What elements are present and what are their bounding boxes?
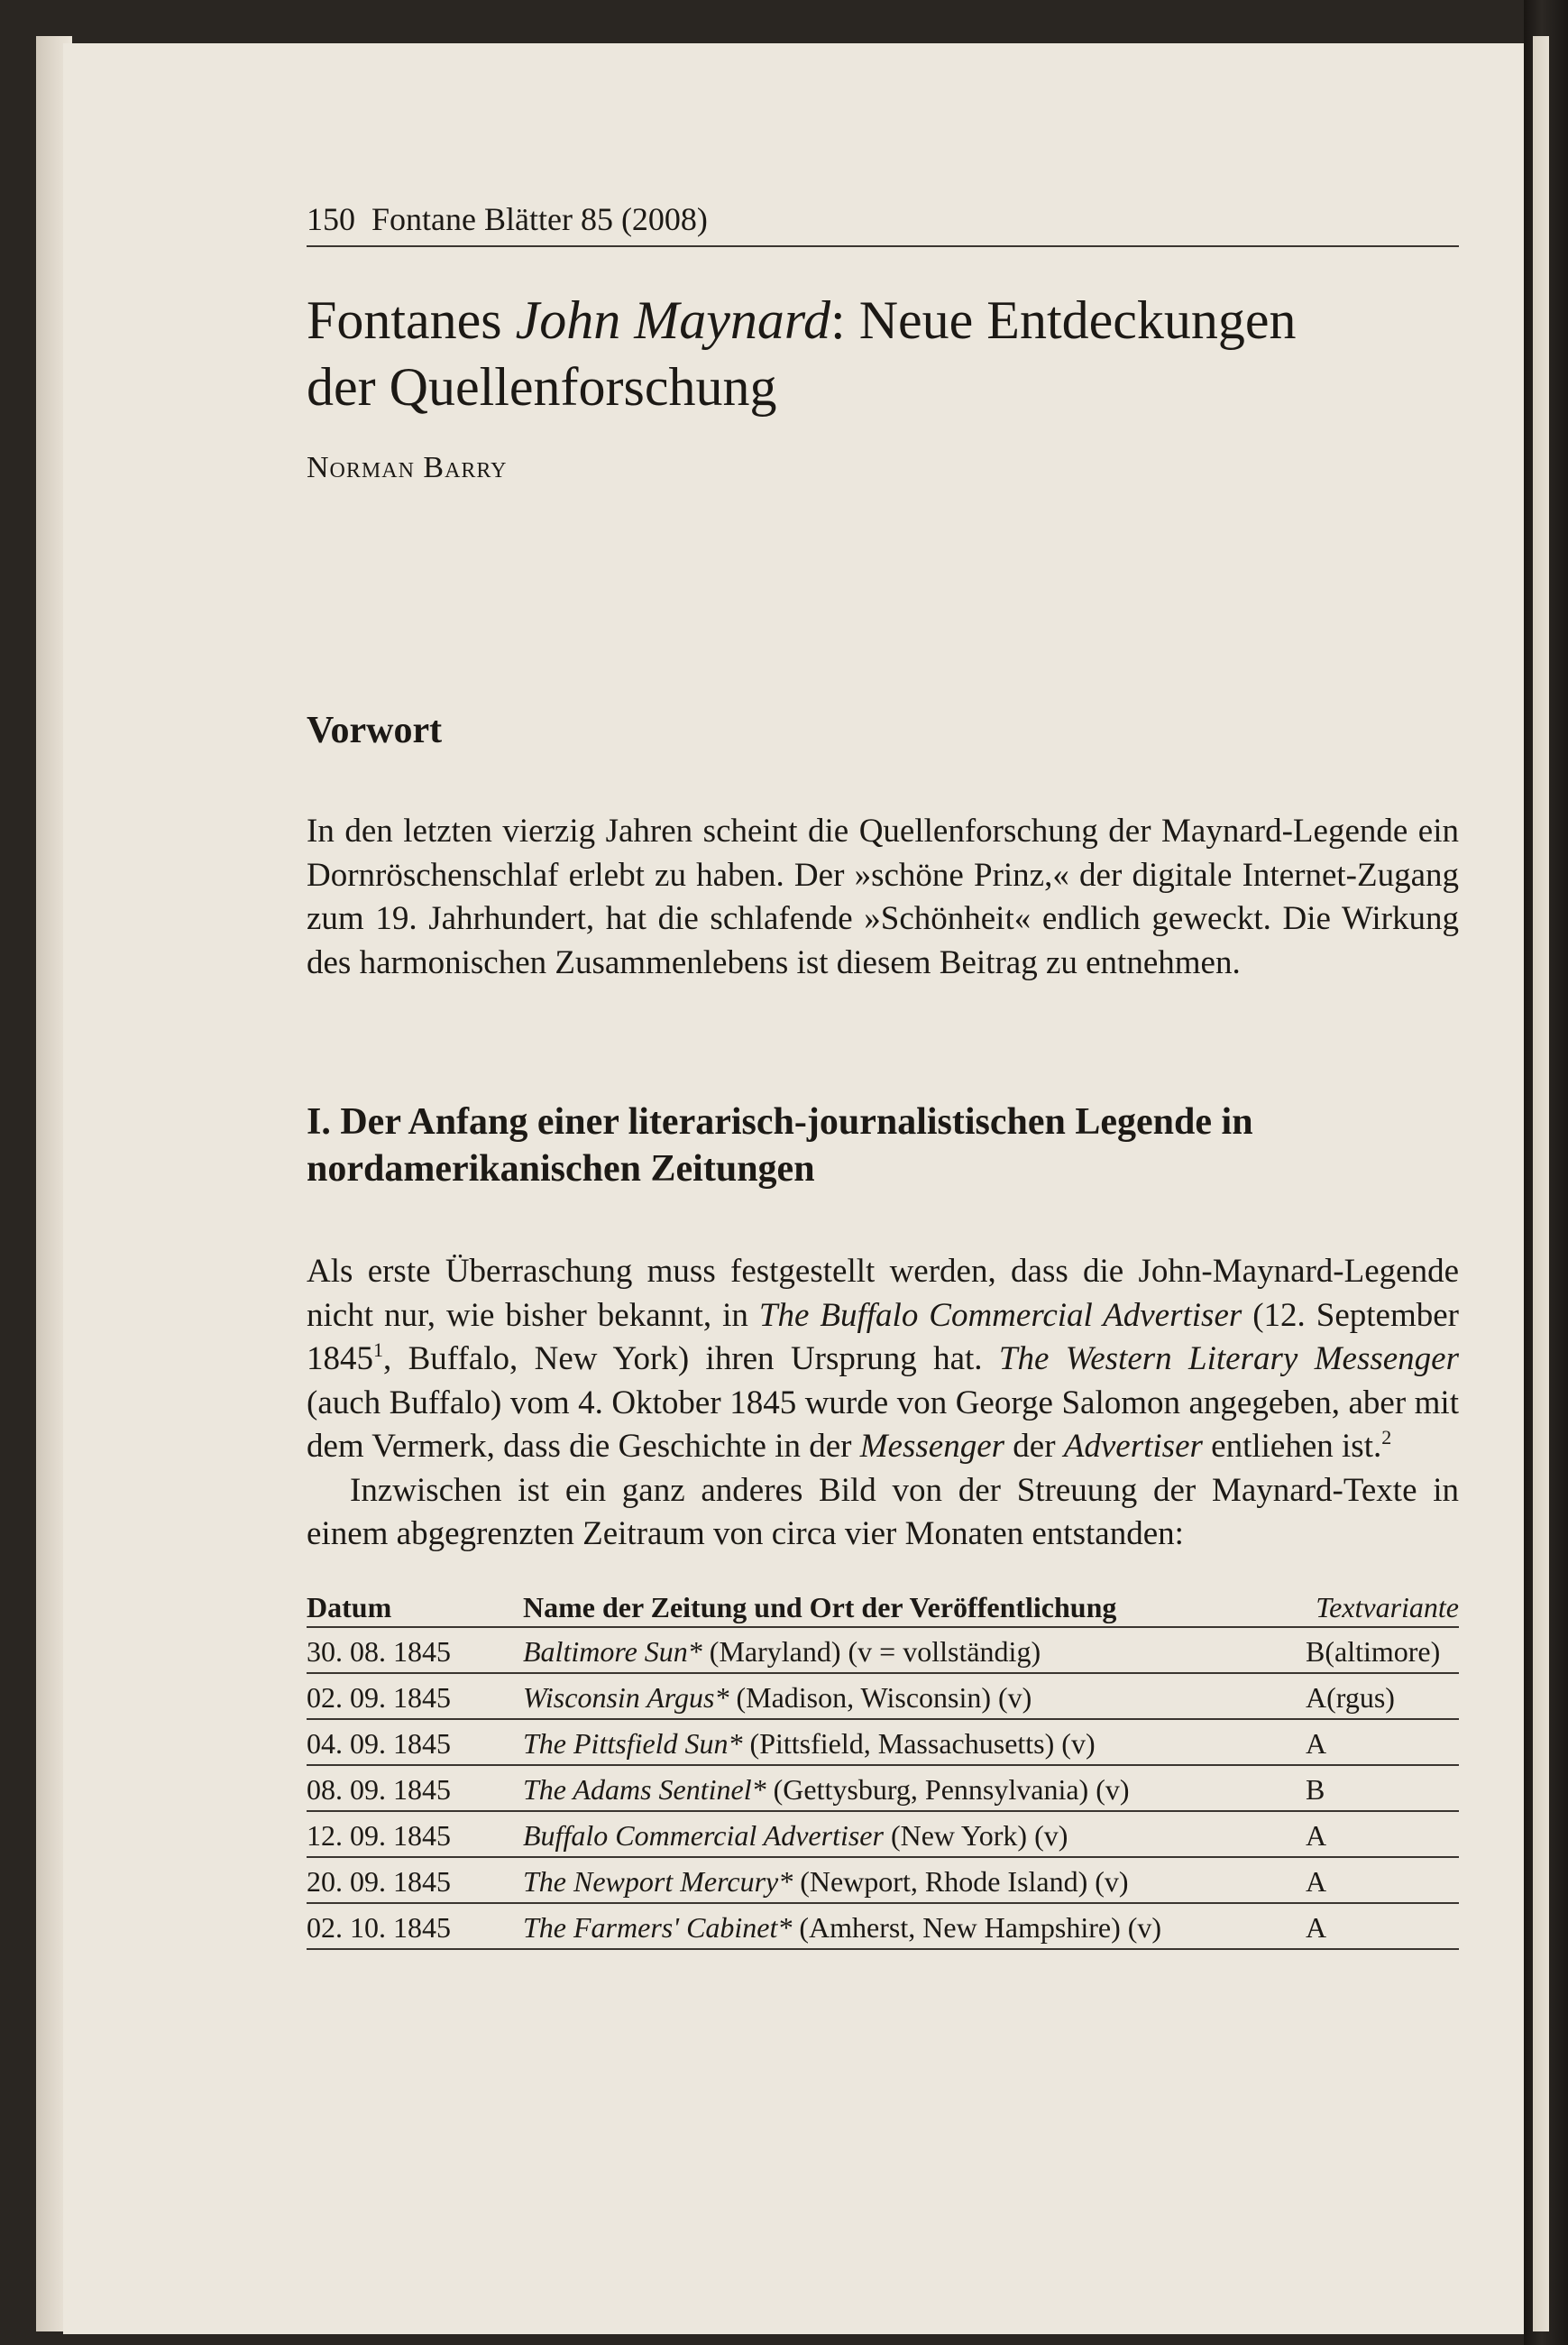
- footnote-ref-1: 1: [373, 1338, 383, 1361]
- cell-name: [523, 1811, 1289, 1857]
- footnote-ref-2: 2: [1381, 1426, 1392, 1448]
- header-name: Name der Zeitung und Ort der Veröffentlichung: [523, 1587, 1289, 1627]
- page-number: 150: [307, 201, 355, 237]
- cell-date: 02. 09. 1845: [307, 1673, 523, 1719]
- cell-date: 30. 08. 1845: [307, 1627, 523, 1673]
- cell-variant: A: [1289, 1719, 1459, 1765]
- table-row: [307, 1903, 1459, 1949]
- newspaper-name: The Newport Mercury*: [523, 1864, 793, 1898]
- newspaper-place: (New York) (v): [883, 1818, 1068, 1852]
- newspaper-place: (Newport, Rhode Island) (v): [793, 1864, 1129, 1898]
- newspaper-name: Buffalo Commercial Advertiser: [523, 1818, 884, 1852]
- paragraph-vorwort: In den letzten vierzig Jahren scheint die Quellenforschung der Maynard-Legende ein Dornröschenschlaf erlebt zu haben. Der »schöne Prinz,« der digitale Internet-Zugang zum 19. Jahrhundert, hat die schlafende »Schönheit« endlich geweckt. Die Wirkung des harmonischen Zusammenlebens ist diesem Beitrag zu entnehmen.: [307, 813, 1459, 981]
- cell-variant: A: [1289, 1811, 1459, 1857]
- cell-name: [523, 1857, 1289, 1903]
- cell-variant: A: [1289, 1903, 1459, 1949]
- cell-variant: B: [1289, 1765, 1459, 1811]
- newspaper-name: The Pittsfield Sun*: [523, 1726, 743, 1760]
- cell-name: [523, 1673, 1289, 1719]
- cell-date: 08. 09. 1845: [307, 1765, 523, 1811]
- author: Norman Barry: [307, 451, 508, 484]
- title-italic: John Maynard: [515, 290, 831, 350]
- header-variant: Textvariante: [1289, 1587, 1459, 1627]
- table-row: [307, 1811, 1459, 1857]
- paragraph-anfang-1: Als erste Überraschung muss festgestellt werden, dass die John-Maynard-Legende nicht nur, wie bisher bekannt, in The Buffalo Commercial Advertiser (12. September 1845$^1$, Buffalo, New York) ihren Ursprung hat. The Western Literary Messenger (auch Buffalo) vom 4. Oktober 1845 wurde von George Salomon angegeben, aber mit dem Vermerk, dass die Geschichte in der Messenger der Advertiser entliehen ist.$^2$: [307, 1253, 1460, 1465]
- page-content: [307, 200, 1459, 1950]
- newspaper-name: Wisconsin Argus*: [523, 1680, 729, 1714]
- cell-variant: A(rgus): [1289, 1673, 1459, 1719]
- newspaper-place: (Madison, Wisconsin) (v): [729, 1680, 1032, 1714]
- cell-variant: A: [1289, 1857, 1459, 1903]
- table-header-row: [307, 1587, 1459, 1627]
- cell-date: 02. 10. 1845: [307, 1903, 523, 1949]
- header-date: Datum: [307, 1587, 523, 1627]
- cell-name: [523, 1903, 1289, 1949]
- cell-date: 20. 09. 1845: [307, 1857, 523, 1903]
- newspaper-name: The Adams Sentinel*: [523, 1772, 766, 1806]
- table-row: [307, 1719, 1459, 1765]
- running-head: [307, 200, 1459, 247]
- newspaper-place: (Pittsfield, Massachusetts) (v): [742, 1726, 1096, 1760]
- paragraph-anfang-2: Inzwischen ist ein ganz anderes Bild von der Streuung der Maynard-Texte in einem abgegrenzten Zeitraum von circa vier Monaten entstanden:: [307, 1471, 1459, 1552]
- facing-page-edge: [1533, 36, 1549, 2331]
- cell-name: [523, 1627, 1289, 1673]
- journal-name: Fontane Blätter 85 (2008): [371, 201, 708, 237]
- newspaper-place: (Maryland) (v = vollständig): [701, 1634, 1041, 1668]
- cell-variant: B(altimore): [1289, 1627, 1459, 1673]
- newspaper-table: [307, 1587, 1459, 1950]
- table-row: [307, 1765, 1459, 1811]
- newspaper-place: (Gettysburg, Pennsylvania) (v): [766, 1772, 1130, 1806]
- table-row: [307, 1627, 1459, 1673]
- newspaper-place: (Amherst, New Hampshire) (v): [792, 1910, 1162, 1944]
- cell-name: [523, 1719, 1289, 1765]
- table-row: [307, 1857, 1459, 1903]
- section-heading-vorwort: Vorwort: [307, 710, 443, 751]
- article-title: Fontanes John Maynard: Neue Entdeckungen der Quellenforschung: [307, 290, 1297, 417]
- section-heading-anfang: I. Der Anfang einer literarisch-journalistischen Legende in nordamerikanischen Zeitungen: [307, 1101, 1253, 1190]
- cell-date: 04. 09. 1845: [307, 1719, 523, 1765]
- table-row: [307, 1673, 1459, 1719]
- cell-date: 12. 09. 1845: [307, 1811, 523, 1857]
- cell-name: [523, 1765, 1289, 1811]
- newspaper-name: Baltimore Sun*: [523, 1634, 702, 1668]
- newspaper-name: The Farmers' Cabinet*: [523, 1910, 793, 1944]
